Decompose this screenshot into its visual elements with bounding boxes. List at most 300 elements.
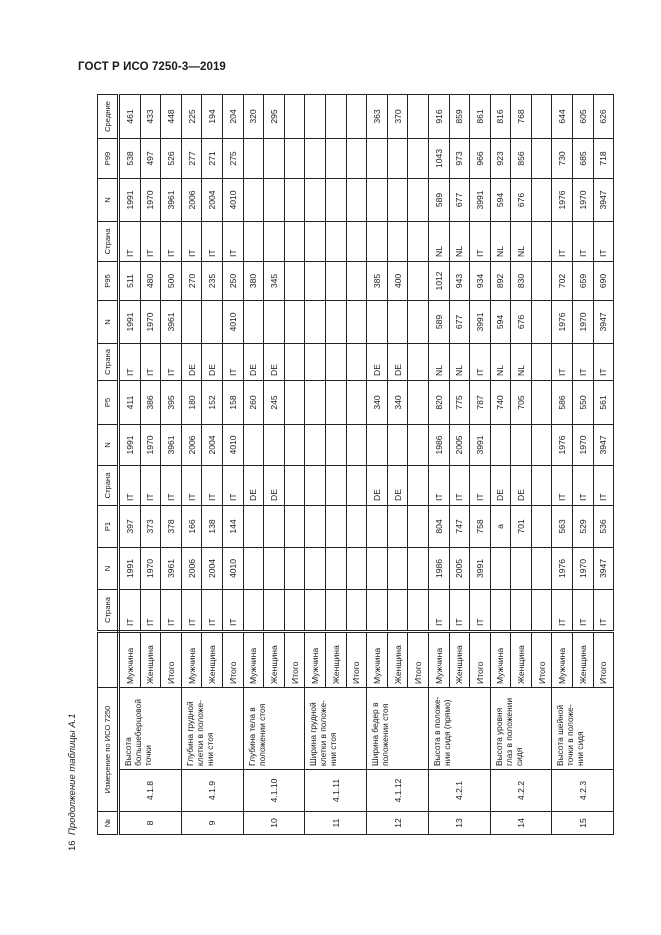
cell-n-value	[531, 300, 552, 343]
row-number: 15	[552, 812, 614, 835]
cell-n-value: 1970	[573, 300, 594, 343]
cell-n-value: 1991	[119, 547, 141, 589]
cell-средние-value	[346, 94, 367, 138]
measurement-name: Ширина грудной клетки в положе-нии стоя	[305, 687, 367, 769]
cell-страна-value: IT	[593, 465, 614, 505]
cell-p99-value	[367, 138, 388, 178]
cell-p1-value	[284, 505, 305, 547]
measurement-name: Высота уровня глаз в положении сидя	[490, 687, 552, 769]
cell-p5-value: 158	[222, 380, 243, 424]
cell-n-value	[181, 300, 202, 343]
cell-страна-value: IT	[573, 465, 594, 505]
cell-n-value	[367, 547, 388, 589]
cell-страна-value	[305, 465, 326, 505]
table-row	[243, 94, 264, 834]
cell-p95-value: 690	[593, 261, 614, 300]
cell-n-value	[305, 547, 326, 589]
cell-p1-value: 804	[428, 505, 449, 547]
header-measurement: Измерение по ИСО 7250	[98, 687, 119, 811]
cell-страна-value: DE	[387, 465, 408, 505]
header-p95-8: P95	[98, 261, 119, 300]
cell-p1-value	[346, 505, 367, 547]
cell-p1-value: 397	[119, 505, 141, 547]
measurement-name: Ширина бедер в положении стоя	[367, 687, 429, 769]
cell-n-value	[346, 300, 367, 343]
cell-страна-value	[531, 221, 552, 261]
cell-страна-value: NL	[490, 221, 511, 261]
header-страна-6: Страна	[98, 343, 119, 380]
cell-страна-value: IT	[119, 221, 141, 261]
sex-label: Мужчина	[490, 631, 511, 687]
cell-n-value: 589	[428, 300, 449, 343]
cell-p1-value	[305, 505, 326, 547]
cell-p5-value: 411	[119, 380, 141, 424]
cell-n-value: 1976	[552, 300, 573, 343]
cell-страна-value: IT	[202, 589, 223, 631]
iso-code: 4.1.12	[367, 770, 429, 812]
cell-p99-value: 730	[552, 138, 573, 178]
cell-n-value	[264, 178, 285, 221]
sex-label: Итого	[161, 631, 182, 687]
cell-страна-value	[346, 343, 367, 380]
cell-p5-value: 395	[161, 380, 182, 424]
cell-n-value	[305, 300, 326, 343]
cell-страна-value: IT	[593, 589, 614, 631]
cell-n-value: 677	[449, 300, 470, 343]
cell-страна-value: IT	[181, 465, 202, 505]
cell-страна-value	[408, 343, 429, 380]
cell-p5-value: 561	[593, 380, 614, 424]
sex-label: Мужчина	[181, 631, 202, 687]
cell-p1-value: 373	[140, 505, 161, 547]
cell-страна-value: NL	[511, 343, 532, 380]
cell-p95-value	[284, 261, 305, 300]
cell-p99-value	[346, 138, 367, 178]
rotated-table-frame	[67, 95, 612, 851]
cell-n-value	[284, 424, 305, 465]
table-row	[305, 94, 326, 834]
cell-p5-value: 260	[243, 380, 264, 424]
sex-label: Мужчина	[428, 631, 449, 687]
anthropometric-table	[97, 94, 614, 835]
header-p1-2: P1	[98, 505, 119, 547]
cell-средние-value: 320	[243, 94, 264, 138]
cell-n-value	[325, 424, 346, 465]
cell-n-value: 2006	[181, 178, 202, 221]
cell-p1-value: a	[490, 505, 511, 547]
cell-n-value: 3947	[593, 300, 614, 343]
cell-n-value: 1970	[573, 547, 594, 589]
cell-n-value	[511, 424, 532, 465]
cell-p5-value	[284, 380, 305, 424]
cell-n-value: 2006	[181, 424, 202, 465]
cell-n-value	[243, 547, 264, 589]
cell-p99-value: 718	[593, 138, 614, 178]
cell-страна-value: IT	[470, 343, 491, 380]
header-n-10: N	[98, 178, 119, 221]
table-row	[119, 94, 141, 834]
cell-n-value: 1970	[140, 547, 161, 589]
cell-n-value: 2004	[202, 547, 223, 589]
cell-страна-value: DE	[202, 343, 223, 380]
cell-страна-value: IT	[161, 465, 182, 505]
cell-p1-value: 378	[161, 505, 182, 547]
cell-средние-value	[305, 94, 326, 138]
row-number: 10	[243, 812, 305, 835]
cell-страна-value	[367, 589, 388, 631]
row-number: 13	[428, 812, 490, 835]
cell-n-value: 594	[490, 178, 511, 221]
sex-label: Мужчина	[119, 631, 141, 687]
cell-p5-value: 740	[490, 380, 511, 424]
cell-страна-value: IT	[161, 221, 182, 261]
cell-страна-value	[264, 589, 285, 631]
cell-страна-value: IT	[470, 589, 491, 631]
cell-страна-value	[387, 221, 408, 261]
cell-p5-value: 775	[449, 380, 470, 424]
cell-p1-value	[387, 505, 408, 547]
cell-p5-value: 340	[387, 380, 408, 424]
sex-label: Итого	[408, 631, 429, 687]
row-number: 14	[490, 812, 552, 835]
cell-p99-value: 526	[161, 138, 182, 178]
cell-n-value: 2006	[181, 547, 202, 589]
cell-n-value: 3947	[593, 547, 614, 589]
cell-страна-value	[408, 221, 429, 261]
cell-n-value: 3991	[470, 178, 491, 221]
cell-средние-value: 433	[140, 94, 161, 138]
cell-p5-value: 820	[428, 380, 449, 424]
cell-p95-value: 480	[140, 261, 161, 300]
header-страна-0: Страна	[98, 589, 119, 631]
cell-n-value: 4010	[222, 424, 243, 465]
cell-n-value	[243, 178, 264, 221]
cell-средние-value: 816	[490, 94, 511, 138]
cell-страна-value: NL	[428, 221, 449, 261]
cell-p99-value	[305, 138, 326, 178]
cell-страна-value: IT	[428, 589, 449, 631]
cell-p99-value: 271	[202, 138, 223, 178]
cell-страна-value	[408, 589, 429, 631]
cell-n-value	[202, 300, 223, 343]
cell-страна-value	[284, 343, 305, 380]
table-caption: Продолжение таблицы А.1	[67, 713, 78, 835]
header-p99-11: P99	[98, 138, 119, 178]
cell-страна-value: IT	[140, 221, 161, 261]
table-body	[119, 94, 614, 834]
cell-p99-value	[264, 138, 285, 178]
cell-p5-value: 705	[511, 380, 532, 424]
cell-p95-value	[305, 261, 326, 300]
cell-средние-value: 768	[511, 94, 532, 138]
cell-n-value	[490, 547, 511, 589]
cell-страна-value: IT	[119, 589, 141, 631]
cell-страна-value: IT	[140, 465, 161, 505]
cell-p5-value	[305, 380, 326, 424]
cell-страна-value	[325, 589, 346, 631]
table-row	[552, 94, 573, 834]
cell-n-value: 2005	[449, 547, 470, 589]
cell-p1-value	[531, 505, 552, 547]
cell-страна-value: IT	[181, 221, 202, 261]
cell-n-value: 3961	[161, 178, 182, 221]
sex-label: Женщина	[387, 631, 408, 687]
cell-n-value	[325, 547, 346, 589]
cell-p99-value: 1043	[428, 138, 449, 178]
sex-label: Женщина	[140, 631, 161, 687]
cell-страна-value	[387, 589, 408, 631]
cell-n-value: 2005	[449, 424, 470, 465]
cell-p95-value	[346, 261, 367, 300]
cell-средние-value: 644	[552, 94, 573, 138]
cell-страна-value: IT	[470, 221, 491, 261]
cell-страна-value	[284, 221, 305, 261]
cell-p1-value: 138	[202, 505, 223, 547]
cell-страна-value: IT	[222, 465, 243, 505]
cell-страна-value: IT	[202, 221, 223, 261]
cell-страна-value: IT	[428, 465, 449, 505]
cell-n-value: 3961	[161, 300, 182, 343]
cell-средние-value	[408, 94, 429, 138]
sex-label: Женщина	[511, 631, 532, 687]
sex-label: Итого	[531, 631, 552, 687]
cell-p99-value	[531, 138, 552, 178]
cell-n-value	[346, 547, 367, 589]
cell-страна-value	[531, 465, 552, 505]
cell-n-value: 4010	[222, 300, 243, 343]
cell-p99-value	[325, 138, 346, 178]
cell-страна-value	[531, 343, 552, 380]
cell-p1-value	[367, 505, 388, 547]
cell-n-value: 3991	[470, 547, 491, 589]
header-n-1: N	[98, 547, 119, 589]
cell-страна-value	[490, 589, 511, 631]
cell-p95-value: 400	[387, 261, 408, 300]
cell-страна-value: IT	[552, 589, 573, 631]
cell-страна-value: IT	[140, 589, 161, 631]
cell-страна-value	[305, 343, 326, 380]
cell-p1-value: 563	[552, 505, 573, 547]
cell-n-value	[305, 178, 326, 221]
header-num: №	[98, 812, 119, 835]
cell-страна-value: DE	[367, 465, 388, 505]
cell-n-value: 1970	[573, 424, 594, 465]
cell-средние-value: 295	[264, 94, 285, 138]
cell-страна-value: IT	[552, 465, 573, 505]
header-средние-12: Средние	[98, 94, 119, 138]
cell-n-value: 1991	[119, 300, 141, 343]
iso-code: 4.1.10	[243, 770, 305, 812]
cell-средние-value: 916	[428, 94, 449, 138]
table-row	[490, 94, 511, 834]
cell-n-value	[243, 424, 264, 465]
page-number: 16	[67, 840, 78, 851]
cell-n-value: 677	[449, 178, 470, 221]
cell-p95-value: 702	[552, 261, 573, 300]
cell-p95-value: 830	[511, 261, 532, 300]
cell-n-value	[284, 300, 305, 343]
sex-label: Итого	[346, 631, 367, 687]
cell-страна-value	[305, 221, 326, 261]
cell-n-value	[367, 178, 388, 221]
cell-средние-value: 626	[593, 94, 614, 138]
table-row	[181, 94, 202, 834]
cell-страна-value: IT	[119, 465, 141, 505]
cell-p5-value: 152	[202, 380, 223, 424]
cell-страна-value	[264, 221, 285, 261]
cell-n-value: 676	[511, 178, 532, 221]
measurement-name: Высота шейной точки в положе-нии сидя	[552, 687, 614, 769]
cell-страна-value: DE	[387, 343, 408, 380]
cell-средние-value: 461	[119, 94, 141, 138]
cell-n-value	[531, 178, 552, 221]
cell-страна-value	[346, 221, 367, 261]
cell-страна-value: DE	[264, 343, 285, 380]
cell-страна-value: IT	[573, 343, 594, 380]
cell-p99-value: 966	[470, 138, 491, 178]
cell-страна-value: IT	[202, 465, 223, 505]
cell-p99-value	[284, 138, 305, 178]
cell-страна-value: IT	[470, 465, 491, 505]
cell-p95-value: 934	[470, 261, 491, 300]
cell-n-value	[284, 178, 305, 221]
cell-страна-value	[305, 589, 326, 631]
cell-p99-value: 538	[119, 138, 141, 178]
cell-страна-value: IT	[161, 589, 182, 631]
cell-страна-value: IT	[449, 589, 470, 631]
cell-p95-value	[408, 261, 429, 300]
cell-n-value: 3947	[593, 178, 614, 221]
cell-n-value	[325, 300, 346, 343]
cell-n-value: 4010	[222, 178, 243, 221]
header-n-4: N	[98, 424, 119, 465]
cell-p5-value: 245	[264, 380, 285, 424]
cell-n-value: 1976	[552, 547, 573, 589]
cell-p95-value: 500	[161, 261, 182, 300]
cell-n-value	[387, 547, 408, 589]
document-title: ГОСТ Р ИСО 7250-3—2019	[78, 61, 226, 73]
cell-n-value: 1970	[140, 300, 161, 343]
cell-средние-value: 194	[202, 94, 223, 138]
cell-страна-value: NL	[449, 343, 470, 380]
cell-p5-value: 787	[470, 380, 491, 424]
cell-n-value	[264, 424, 285, 465]
sex-label: Итого	[470, 631, 491, 687]
cell-страна-value	[531, 589, 552, 631]
sex-label: Мужчина	[367, 631, 388, 687]
cell-p99-value	[243, 138, 264, 178]
cell-страна-value	[346, 465, 367, 505]
sex-label: Мужчина	[243, 631, 264, 687]
cell-n-value	[264, 547, 285, 589]
cell-страна-value	[346, 589, 367, 631]
cell-страна-value	[325, 221, 346, 261]
iso-code: 4.1.9	[181, 770, 243, 812]
cell-p99-value	[387, 138, 408, 178]
cell-средние-value	[325, 94, 346, 138]
cell-страна-value: DE	[490, 465, 511, 505]
cell-p1-value: 529	[573, 505, 594, 547]
cell-n-value: 1986	[428, 547, 449, 589]
cell-n-value	[531, 424, 552, 465]
sex-label: Женщина	[325, 631, 346, 687]
cell-p1-value	[408, 505, 429, 547]
cell-p5-value: 180	[181, 380, 202, 424]
cell-p99-value: 973	[449, 138, 470, 178]
cell-p95-value: 270	[181, 261, 202, 300]
cell-средние-value: 225	[181, 94, 202, 138]
cell-p95-value: 250	[222, 261, 243, 300]
cell-страна-value: IT	[593, 221, 614, 261]
cell-n-value	[408, 178, 429, 221]
cell-n-value	[387, 178, 408, 221]
row-number: 11	[305, 812, 367, 835]
header-страна-9: Страна	[98, 221, 119, 261]
cell-страна-value	[243, 221, 264, 261]
cell-страна-value: IT	[573, 221, 594, 261]
cell-страна-value: IT	[552, 221, 573, 261]
cell-n-value	[367, 300, 388, 343]
iso-code: 4.2.3	[552, 770, 614, 812]
cell-n-value	[511, 547, 532, 589]
cell-p95-value: 380	[243, 261, 264, 300]
cell-страна-value: IT	[552, 343, 573, 380]
measurement-name: Глубина грудной клетки в положе-нии стоя	[181, 687, 243, 769]
cell-n-value: 3991	[470, 300, 491, 343]
cell-средние-value: 204	[222, 94, 243, 138]
cell-страна-value: NL	[449, 221, 470, 261]
header-p5-5: P5	[98, 380, 119, 424]
cell-средние-value: 370	[387, 94, 408, 138]
cell-p5-value	[346, 380, 367, 424]
cell-страна-value	[408, 465, 429, 505]
cell-p1-value	[243, 505, 264, 547]
cell-n-value: 594	[490, 300, 511, 343]
cell-n-value	[531, 547, 552, 589]
cell-p1-value	[264, 505, 285, 547]
cell-n-value	[305, 424, 326, 465]
cell-страна-value: DE	[511, 465, 532, 505]
cell-страна-value: IT	[222, 589, 243, 631]
cell-страна-value: IT	[222, 221, 243, 261]
cell-страна-value: IT	[181, 589, 202, 631]
cell-p5-value: 550	[573, 380, 594, 424]
cell-n-value: 1986	[428, 424, 449, 465]
cell-p5-value: 340	[367, 380, 388, 424]
cell-n-value: 1976	[552, 178, 573, 221]
cell-n-value: 2004	[202, 424, 223, 465]
table-header-row	[98, 94, 119, 834]
sex-label: Женщина	[202, 631, 223, 687]
cell-средние-value: 605	[573, 94, 594, 138]
cell-страна-value: NL	[428, 343, 449, 380]
sex-label: Женщина	[573, 631, 594, 687]
cell-n-value	[408, 547, 429, 589]
cell-n-value	[284, 547, 305, 589]
cell-средние-value: 859	[449, 94, 470, 138]
cell-p95-value: 385	[367, 261, 388, 300]
measurement-name: Высота в положе-нии сидя (прямо)	[428, 687, 490, 769]
cell-p95-value: 1012	[428, 261, 449, 300]
measurement-name: Глубина тела в положении стоя	[243, 687, 305, 769]
cell-n-value	[367, 424, 388, 465]
cell-n-value: 1991	[119, 424, 141, 465]
sex-label: Мужчина	[305, 631, 326, 687]
cell-страна-value	[243, 589, 264, 631]
cell-средние-value: 861	[470, 94, 491, 138]
cell-p5-value	[325, 380, 346, 424]
cell-p95-value: 235	[202, 261, 223, 300]
